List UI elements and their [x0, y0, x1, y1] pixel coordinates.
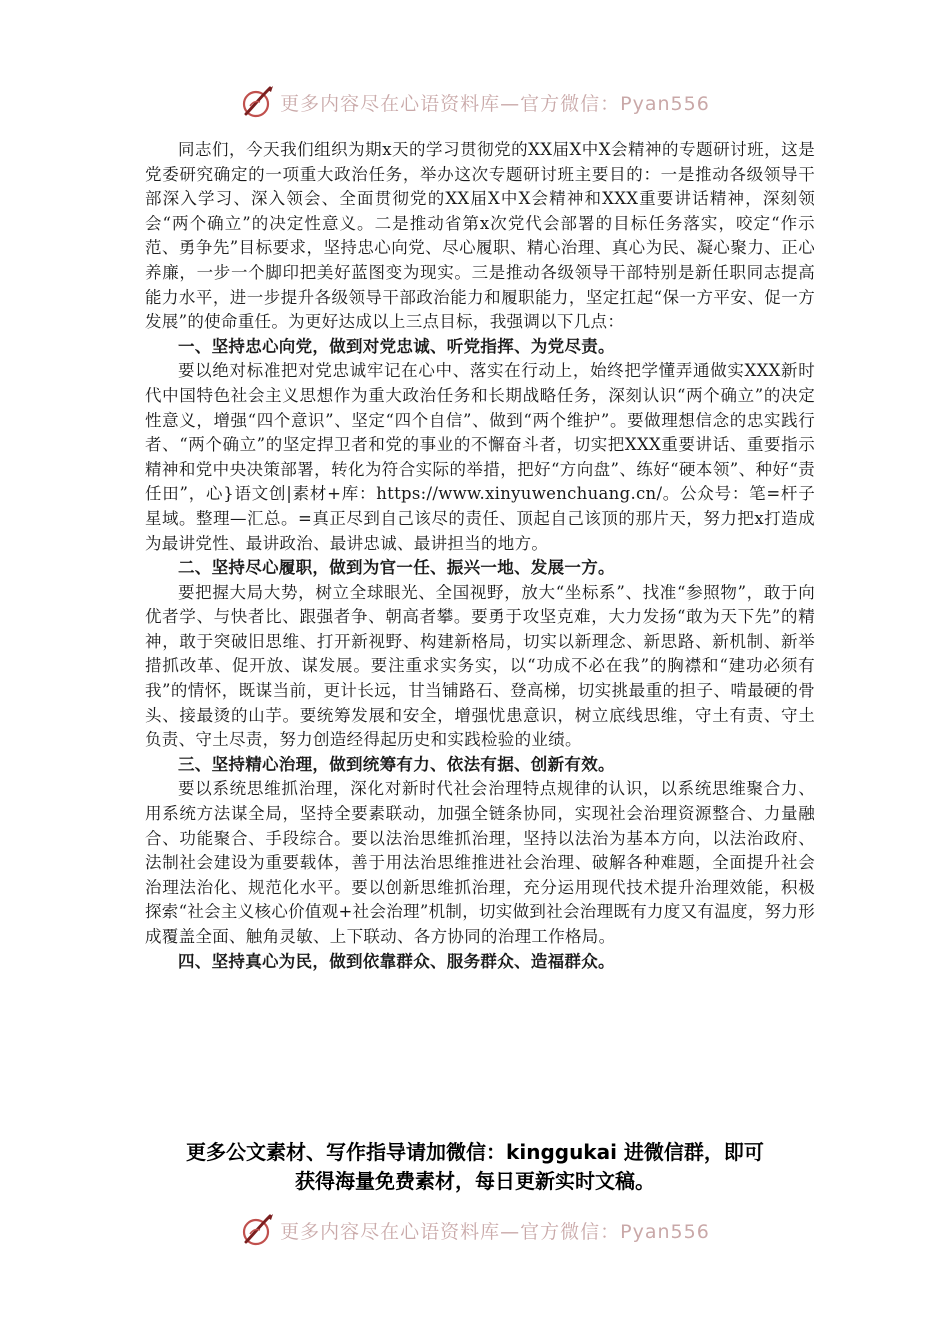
paragraph-section-3: 要以系统思维抓治理，深化对新时代社会治理特点规律的认识，以系统思维聚合力、用系统方法谋全局，坚持全要素联动，加强全链条协同，实现社会治理资源整合、力量融合、功能聚合、手段综合。要以法治思维抓治理，坚持以法治为基本方向，以法治政府、法制社会建设为重要载体，善于用法治思维推进社会治理、破解各种难题，全面提升社会治理法治化、规范化水平。要以创新思维抓治理，充分运用现代技术提升治理效能，积极探索“社会主义核心价值观+社会治理”机制，切实做到社会治理既有力度又有温度，努力形成覆盖全面、触角灵敏、上下联动、各方协同的治理工作格局。: [145, 779, 815, 946]
pen-writing-icon: [240, 1212, 276, 1248]
paragraph-section-2: 要把握大局大势，树立全球眼光、全国视野，放大“坐标系”、找准“参照物”，敢于向优者学、与快者比、跟强者争、朝高者攀。要勇于攻坚克难，大力发扬“敢为天下先”的精神，敢于突破旧思维、打开新视野、构建新格局，切实以新理念、新思路、新机制、新举措抓改革、促开放、谋发展。要注重求实务实，以“功成不必在我”的胸襟和“建功必须有我”的情怀，既谋当前，更计长远，甘当铺路石、登高梯，切实挑最重的担子、啃最硬的骨头、接最烫的山芋。要统筹发展和安全，增强忧患意识，树立底线思维，守土有责、守土负责、守土尽责，努力创造经得起历史和实践检验的业绩。: [145, 582, 815, 750]
banner-text: 更多内容尽在心语资料库—官方微信：Pyan556: [280, 92, 710, 115]
header-watermark-banner: [0, 82, 950, 122]
section-heading-4: 四、坚持真心为民，做到依靠群众、服务群众、造福群众。: [178, 951, 615, 971]
pen-writing-icon: [240, 84, 276, 120]
promo-notice: [0, 1138, 950, 1196]
document-body: [145, 138, 815, 974]
paragraph-section-1: 要以绝对标准把对党忠诚牢记在心中、落实在行动上，始终把学懂弄通做实XXX新时代中国特色社会主义思想作为重大政治任务和长期战略任务，深刻认识“两个确立”的决定性意义，增强“四个意识”、坚定“四个自信”、做到“两个维护”。要做理想信念的忠实践行者、“两个确立”的坚定捍卫者和党的事业的不懈奋斗者，切实把XXX重要讲话、重要指示精神和党中央决策部署，转化为符合实际的举措，把好“方向盘”、练好“硬本领”、种好“责任田”，心}语文创|素材+库：https://www.xinyuwenchuang.cn/。公众号：笔=杆子星域。整理—汇总。=真正尽到自己该尽的责任、顶起自己该顶的那片天，努力把x打造成为最讲党性、最讲政治、最讲忠诚、最讲担当的地方。: [145, 361, 815, 553]
section-heading-1: 一、坚持忠心向党，做到对党忠诚、听党指挥、为党尽责。: [178, 336, 615, 356]
promo-line-2: 获得海量免费素材，每日更新实时文稿。: [295, 1169, 655, 1193]
paragraph-intro: 同志们，今天我们组织为期x天的学习贯彻党的XX届X中X会精神的专题研讨班，这是党委研究确定的一项重大政治任务，举办这次专题研讨班主要目的：一是推动各级领导干部深入学习、深入领会、全面贯彻党的XX届X中X会精神和XXX重要讲话精神，深刻领会“两个确立”的决定性意义。二是推动省第x次党代会部署的目标任务落实，咬定“作示范、勇争先”目标要求，坚持忠心向党、尽心履职、精心治理、真心为民、凝心聚力、正心养廉，一步一个脚印把美好蓝图变为现实。三是推动各级领导干部特别是新任职同志提高能力水平，进一步提升各级领导干部政治能力和履职能力，坚定扛起“保一方平安、促一方发展”的使命重任。为更好达成以上三点目标，我强调以下几点：: [145, 140, 815, 332]
footer-watermark-banner: [0, 1210, 950, 1250]
section-heading-2: 二、坚持尽心履职，做到为官一任、振兴一地、发展一方。: [178, 558, 615, 578]
promo-line-1: 更多公文素材、写作指导请加微信：kinggukai 进微信群，即可: [186, 1140, 764, 1164]
banner-text: 更多内容尽在心语资料库—官方微信：Pyan556: [280, 1220, 710, 1243]
section-heading-3: 三、坚持精心治理，做到统筹有力、依法有据、创新有效。: [178, 754, 615, 774]
